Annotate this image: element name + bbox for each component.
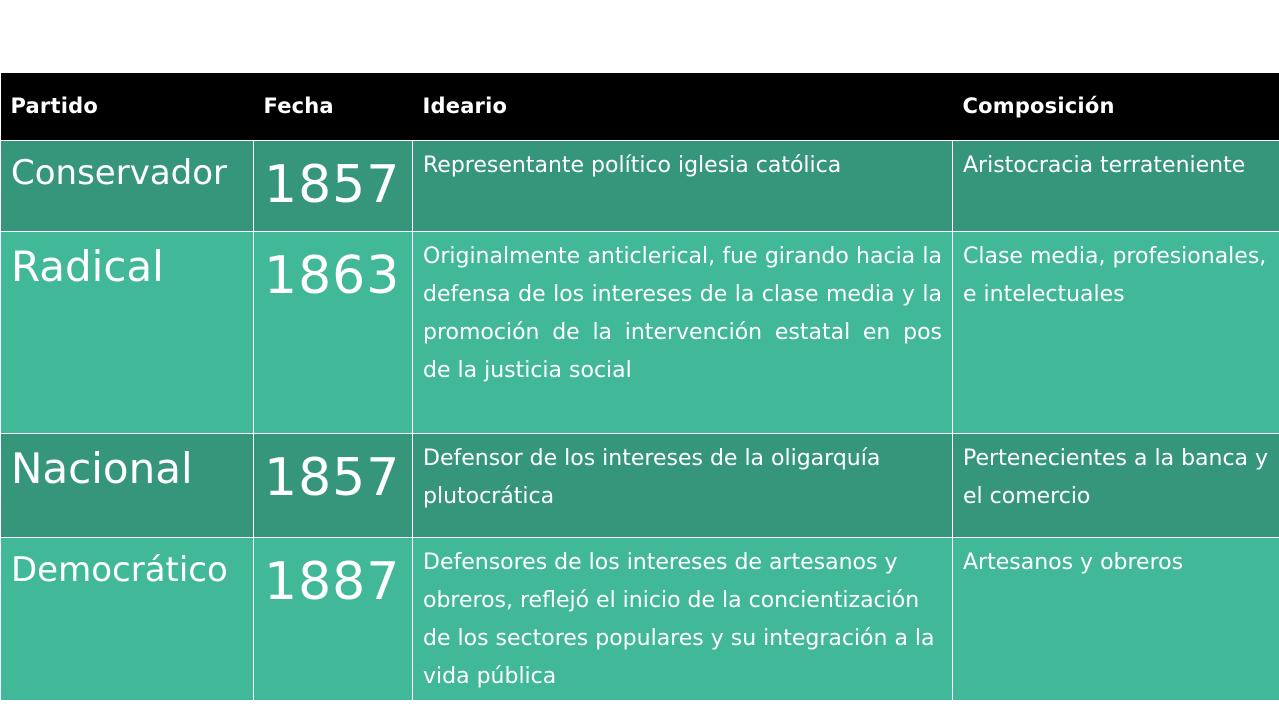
table-row <box>1 537 1279 700</box>
header-date: Fecha <box>263 94 334 119</box>
party-name: Radical <box>1 231 254 433</box>
table-row <box>1 140 1279 231</box>
party-composition: Aristocracia terrateniente <box>953 140 1279 231</box>
party-year: 1863 <box>254 231 413 433</box>
party-composition: Pertenecientes a la banca y el comercio <box>953 433 1279 537</box>
header-ideario: Ideario <box>422 94 508 119</box>
party-composition: Artesanos y obreros <box>953 537 1279 700</box>
table-row <box>1 433 1279 537</box>
header-party: Partido <box>10 94 98 119</box>
party-name: Democrático <box>1 537 254 700</box>
table-row <box>1 231 1279 433</box>
party-ideario: Representante político iglesia católica <box>413 140 953 231</box>
party-ideario: Originalmente anticlerical, fue girando hacia la defensa de los intereses de la clase media y la promoción de la intervención estatal en pos de la justicia social <box>413 231 953 433</box>
party-name: Conservador <box>1 140 254 231</box>
party-year: 1857 <box>254 433 413 537</box>
party-composition: Clase media, profesionales, e intelectuales <box>953 231 1279 433</box>
party-year: 1857 <box>254 140 413 231</box>
party-year: 1887 <box>254 537 413 700</box>
party-name: Nacional <box>1 433 254 537</box>
political-parties-table <box>0 73 1279 701</box>
header-composition: Composición <box>962 94 1115 119</box>
party-ideario: Defensor de los intereses de la oligarquía plutocrática <box>413 433 953 537</box>
table-header <box>1 73 1279 140</box>
party-ideario: Defensores de los intereses de artesanos y obreros, reflejó el inicio de la concientización de los sectores populares y su integración a la vida pública <box>413 537 953 700</box>
table-body <box>1 140 1279 700</box>
header-row <box>1 73 1279 140</box>
